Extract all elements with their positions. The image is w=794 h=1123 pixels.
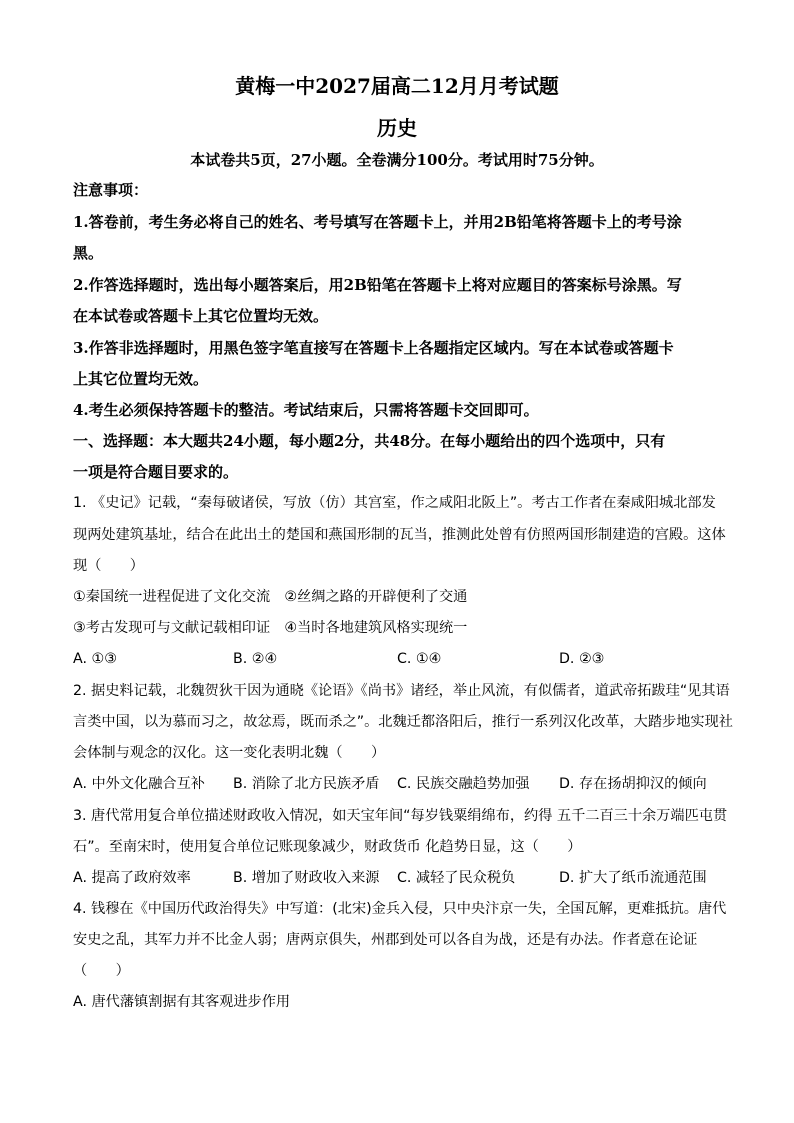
question-4-text: （ ） — [73, 963, 130, 979]
section-heading: 一项是符合题目要求的。 — [73, 463, 239, 481]
option-c: C. 民族交融趋势加强 — [397, 776, 530, 792]
notice-heading: 注意事项： — [73, 181, 149, 199]
option-c: C. ①④ — [397, 651, 442, 667]
exam-title: 黄梅一中2027届高二12月月考试题 — [235, 74, 559, 98]
question-4-text: 安史之乱，其军力并不比金人弱；唐两京俱失，州郡到处可以各自为战，还是有办法。作者意在论证 — [73, 932, 698, 948]
section-heading: 一、选择题：本大题共24小题，每小题2分，共48分。在每小题给出的四个选项中，只有 — [73, 432, 666, 450]
notice-line: 1.答卷前，考生务必将自己的姓名、考号填写在答题卡上，并用2B铅笔将答题卡上的考号涂 — [73, 213, 682, 231]
notice-line: 4.考生必须保持答题卡的整洁。考试结束后，只需将答题卡交回即可。 — [73, 401, 539, 419]
question-1-text: 1. 《史记》记载，“秦每破诸侯，写放（仿）其宫室，作之咸阳北阪上”。考古工作者在秦咸阳城北部发 — [73, 495, 716, 511]
question-3-text: 3. 唐代常用复合单位描述财政收入情况，如天宝年间“每岁钱粟绢绵布，约得 五千二百三十余万端匹屯贯 — [73, 808, 728, 824]
question-3-text: 石”。至南宋时，使用复合单位记账现象减少，财政货币 化趋势日显，这（ ） — [73, 839, 582, 855]
question-1-statement: ③考古发现可与文献记载相印证 ④当时各地建筑风格实现统一 — [73, 620, 468, 636]
notice-line: 黑。 — [73, 244, 104, 262]
notice-line: 上其它位置均无效。 — [73, 370, 209, 388]
option-b: B. ②④ — [233, 651, 278, 667]
question-2-text: 会体制与观念的汉化。这一变化表明北魏（ ） — [73, 745, 386, 761]
question-2-options — [73, 774, 733, 794]
option-b: B. 增加了财政收入来源 — [233, 870, 380, 886]
question-1-statement: ①秦国统一进程促进了文化交流 ②丝绸之路的开辟便利了交通 — [73, 589, 468, 605]
question-2-text: 2. 据史料记载，北魏贺狄干因为通晓《论语》《尚书》诸经，举止风流，有似儒者，道武帝拓跋珪“见其语 — [73, 683, 730, 699]
option-d: D. 存在扬胡抑汉的倾向 — [559, 776, 707, 792]
option-d: D. 扩大了纸币流通范围 — [559, 870, 707, 886]
subject-title: 历史 — [377, 116, 417, 140]
option-a: A. 唐代藩镇割据有其客观进步作用 — [73, 994, 291, 1010]
question-3-options — [73, 868, 733, 888]
question-4-text: 4. 钱穆在《中国历代政治得失》中写道：(北宋)金兵入侵，只中央汴京一失，全国瓦解，更难抵抗。唐代 — [73, 901, 727, 917]
question-1-options — [73, 649, 733, 669]
option-c: C. 减轻了民众税负 — [397, 870, 516, 886]
notice-line: 2.作答选择题时，选出每小题答案后，用2B铅笔在答题卡上将对应题目的答案标号涂黑。写 — [73, 276, 682, 294]
notice-line: 在本试卷或答题卡上其它位置均无效。 — [73, 307, 329, 325]
option-a: A. 中外文化融合互补 — [73, 776, 205, 792]
option-a: A. ①③ — [73, 651, 117, 667]
question-2-text: 言类中国，以为慕而习之，故忿焉，既而杀之”。北魏迁都洛阳后，推行一系列汉化改革，大踏步地实现社 — [73, 714, 733, 730]
notice-line: 3.作答非选择题时，用黑色签字笔直接写在答题卡上各题指定区域内。写在本试卷或答题卡 — [73, 339, 674, 357]
question-1-text: 现两处建筑基址，结合在此出土的楚国和燕国形制的瓦当，推测此处曾有仿照两国形制建造的宫殿。这体 — [73, 527, 726, 543]
option-b: B. 消除了北方民族矛盾 — [233, 776, 380, 792]
exam-info: 本试卷共5页，27小题。全卷满分100分。考试用时75分钟。 — [190, 151, 604, 169]
option-d: D. ②③ — [559, 651, 605, 667]
option-a: A. 提高了政府效率 — [73, 870, 191, 886]
question-1-text: 现（ ） — [73, 558, 144, 574]
